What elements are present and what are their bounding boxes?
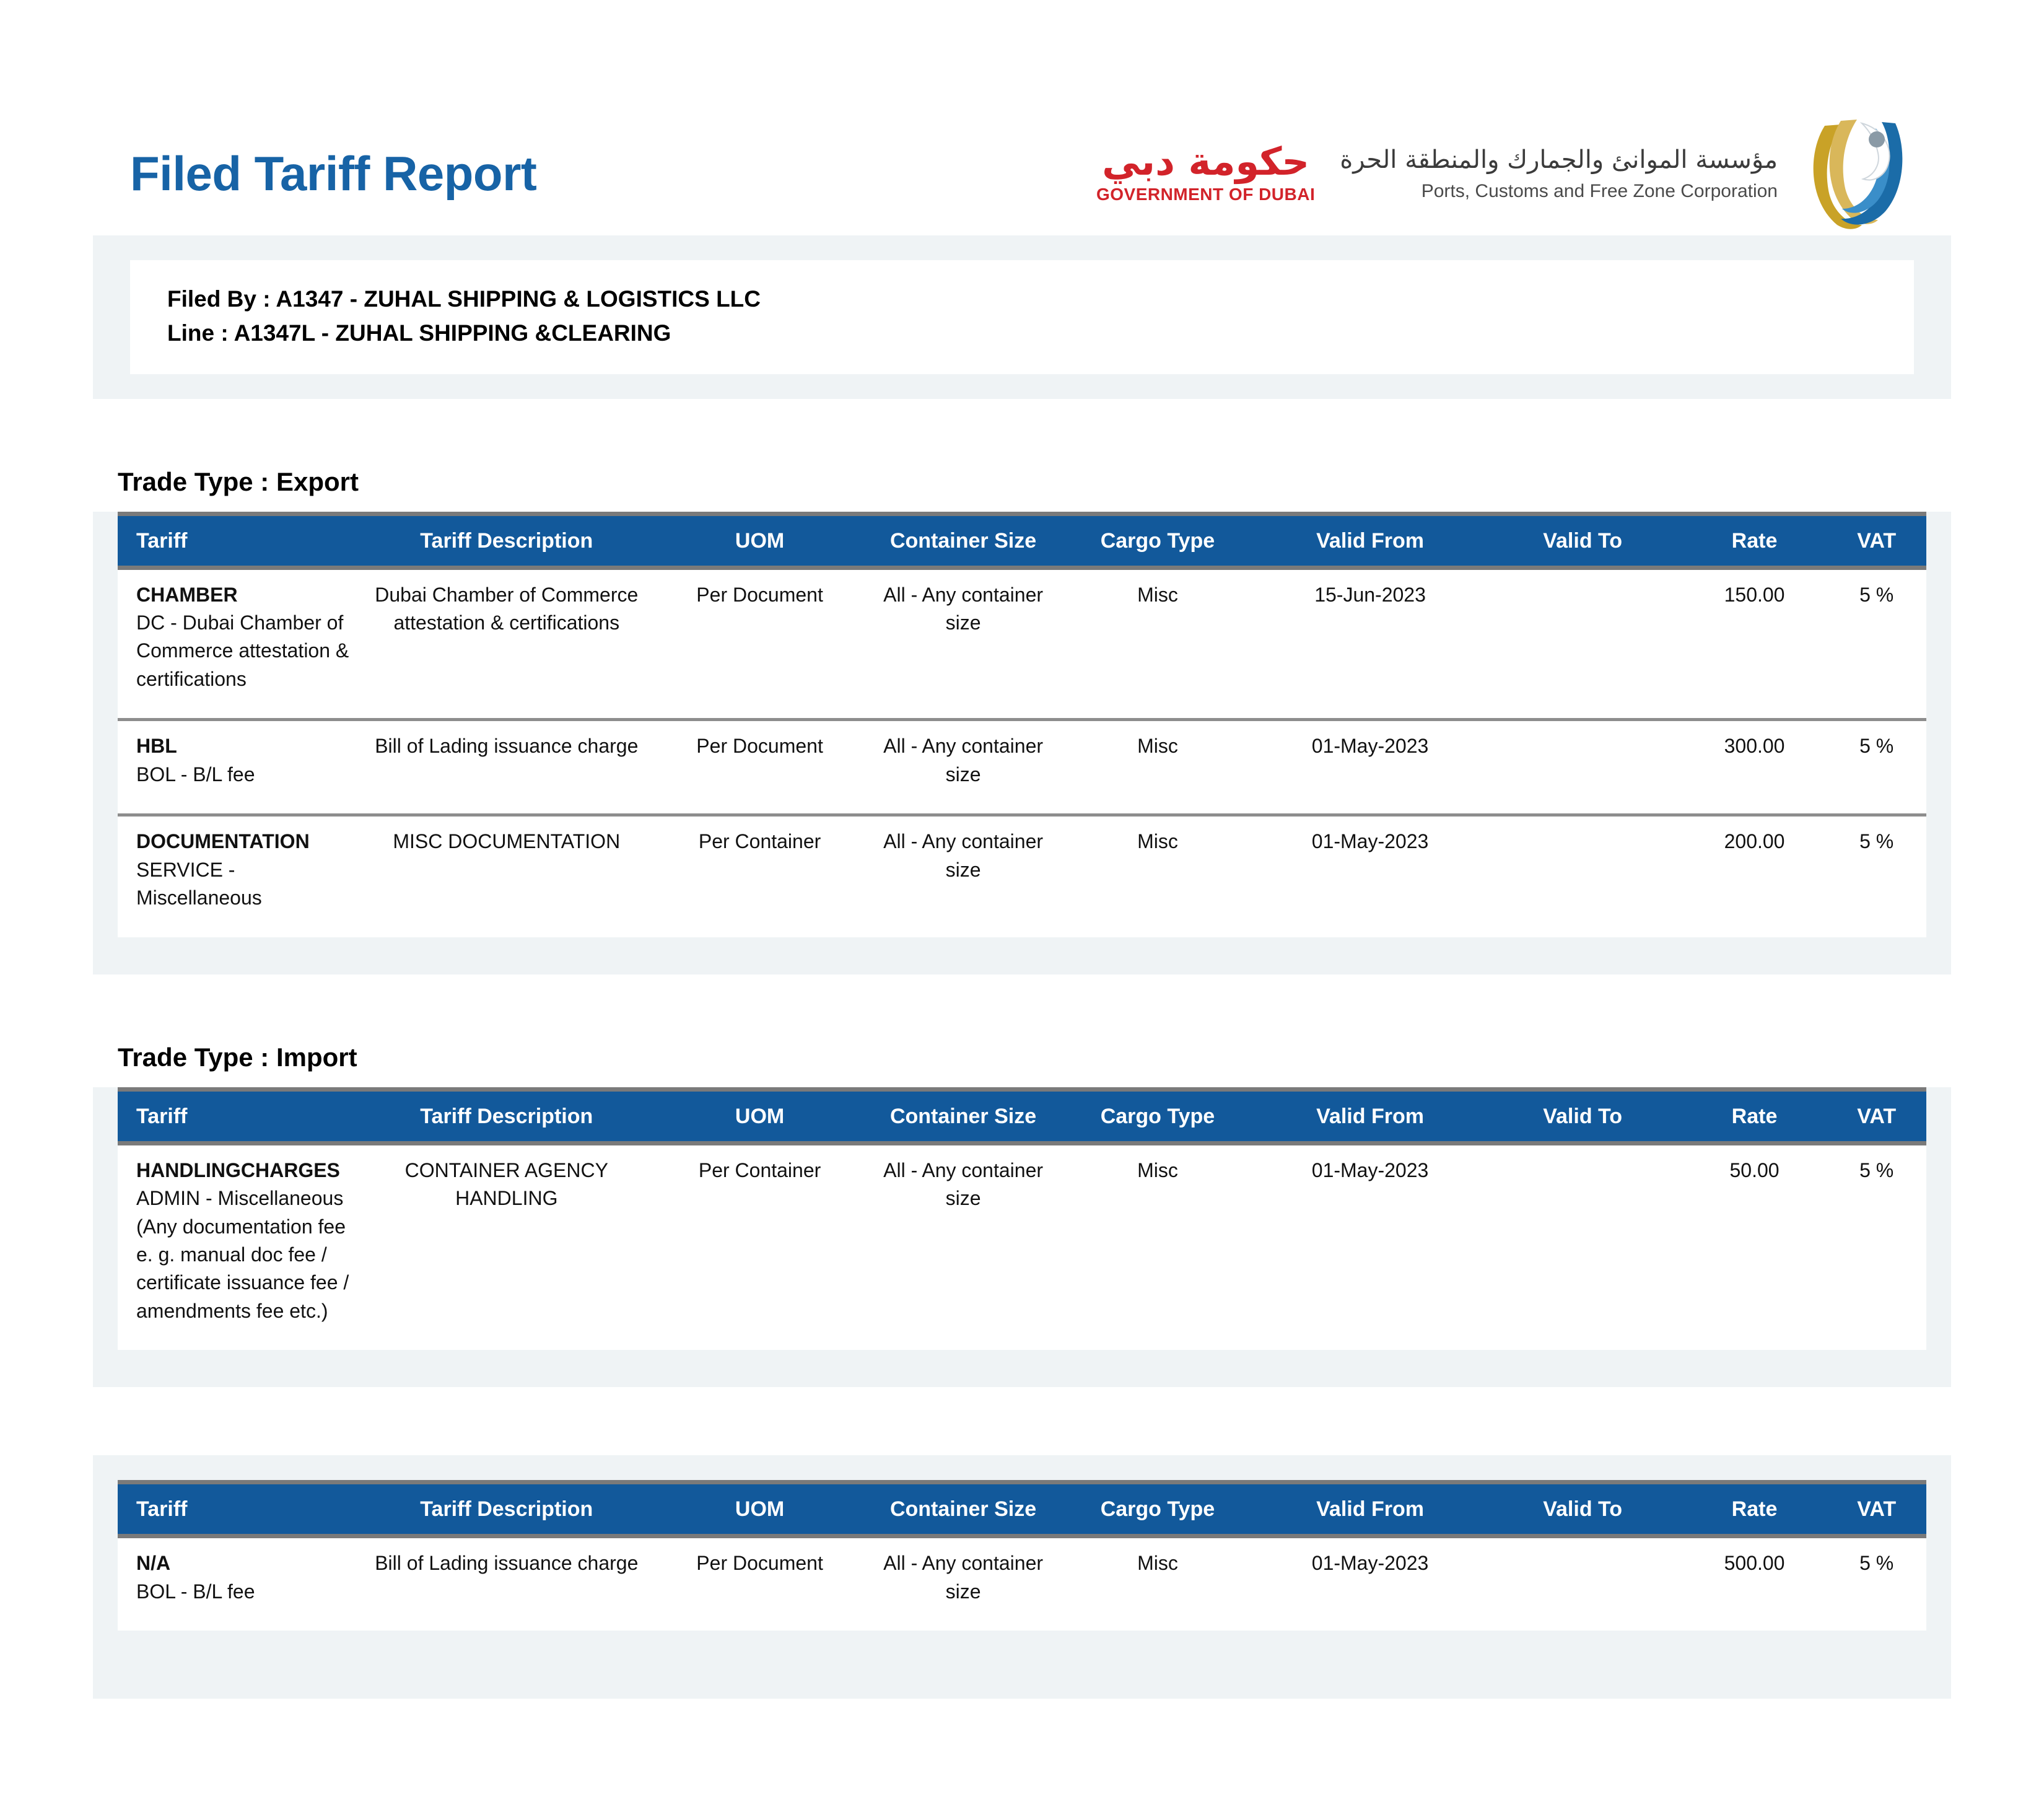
column-header-vat[interactable]: VAT <box>1827 1482 1926 1536</box>
cell-container-size: All - Any container size <box>868 567 1059 720</box>
pcfc-arabic-label: مؤسسة الموانئ والجمارك والمنطقة الحرة <box>1340 145 1778 174</box>
column-header-tariff-description[interactable]: Tariff Description <box>362 1089 651 1143</box>
cell-description: Bill of Lading issuance charge <box>362 720 651 815</box>
pcfc-wordmark <box>1340 146 1778 201</box>
logo-cluster <box>1096 115 1914 232</box>
cell-valid-from: 01-May-2023 <box>1311 830 1429 853</box>
cell-cargo-type: Misc <box>1058 567 1257 720</box>
cell-container-size: All - Any container size <box>868 720 1059 815</box>
trade-section-additional <box>0 1455 2044 1699</box>
tariff-code: DOCUMENTATION <box>136 830 310 853</box>
cell-cargo-type: Misc <box>1058 720 1257 815</box>
cell-valid-from: 15-Jun-2023 <box>1257 567 1483 720</box>
import-table-panel <box>93 1087 1951 1388</box>
column-header-tariff[interactable]: Tariff <box>118 514 362 567</box>
filed-by-line: Filed By : A1347 - ZUHAL SHIPPING & LOGISTICS LLC <box>167 286 761 312</box>
document-header <box>0 0 2044 235</box>
trade-section-import <box>0 1043 2044 1388</box>
cell-valid-to <box>1483 720 1682 815</box>
table-row[interactable] <box>118 720 1926 815</box>
table-row[interactable] <box>118 815 1926 937</box>
panel-bottom-pad <box>93 937 1951 974</box>
cell-vat: 5 % <box>1859 830 1894 853</box>
cell-description: Bill of Lading issuance charge <box>375 1552 639 1575</box>
cell-vat: 5 % <box>1827 720 1926 815</box>
tariff-subtitle: ADMIN - Miscellaneous (Any documentation fee e. g. manual doc fee / certificate issuance fee / amendments fee etc.) <box>136 1187 349 1322</box>
cell-valid-to <box>1483 567 1682 720</box>
spacer-after-export <box>0 974 2044 1043</box>
panel-bottom-pad <box>93 1350 1951 1387</box>
cell-valid-to <box>1483 815 1682 937</box>
trade-section-export <box>0 467 2044 974</box>
government-of-dubai-arabic-calligraphy: حكومة دبي <box>1102 139 1310 184</box>
cell-uom: Per Container <box>698 830 821 853</box>
cell-description: Dubai Chamber of Commerce attestation & certifications <box>362 567 651 720</box>
cell-valid-to <box>1483 1536 1682 1631</box>
spacer-after-filed-by <box>0 399 2044 467</box>
trade-type-heading-export: Trade Type : Export <box>118 466 359 496</box>
cell-rate: 500.00 <box>1724 1552 1785 1575</box>
page-title: Filed Tariff Report <box>130 146 537 201</box>
cell-rate: 150.00 <box>1682 567 1827 720</box>
cell-cargo-type: Misc <box>1137 1158 1178 1181</box>
column-header-valid-to[interactable]: Valid To <box>1483 514 1682 567</box>
additional-table-panel <box>93 1455 1951 1699</box>
column-header-valid-to[interactable]: Valid To <box>1483 1089 1682 1143</box>
cell-cargo-type: Misc <box>1137 830 1178 853</box>
column-header-tariff[interactable]: Tariff <box>118 1482 362 1536</box>
table-row[interactable] <box>118 1143 1926 1350</box>
column-header-valid-from[interactable]: Valid From <box>1257 1089 1483 1143</box>
cell-tariff <box>118 720 362 815</box>
column-header-tariff-description[interactable]: Tariff Description <box>362 514 651 567</box>
tariff-table-export <box>118 512 1926 937</box>
cell-vat: 5 % <box>1859 1552 1894 1575</box>
cell-container-size: All - Any container size <box>883 830 1044 881</box>
column-header-rate[interactable]: Rate <box>1682 1089 1827 1143</box>
panel-bottom-pad <box>93 1631 1951 1699</box>
column-header-cargo-type[interactable]: Cargo Type <box>1058 514 1257 567</box>
cell-valid-to <box>1483 1143 1682 1350</box>
cell-vat: 5 % <box>1827 567 1926 720</box>
column-header-container-size[interactable]: Container Size <box>868 1089 1059 1143</box>
cell-valid-from: 01-May-2023 <box>1311 1552 1429 1575</box>
cell-description: MISC DOCUMENTATION <box>393 830 621 853</box>
spacer-after-import <box>0 1387 2044 1455</box>
column-header-rate[interactable]: Rate <box>1682 1482 1827 1536</box>
cell-cargo-type: Misc <box>1137 1552 1178 1575</box>
cell-tariff <box>118 567 362 720</box>
column-header-cargo-type[interactable]: Cargo Type <box>1058 1482 1257 1536</box>
column-header-uom[interactable]: UOM <box>651 1482 868 1536</box>
cell-tariff <box>118 1143 362 1350</box>
column-header-container-size[interactable]: Container Size <box>868 514 1059 567</box>
tariff-subtitle: DC - Dubai Chamber of Commerce attestation & certifications <box>136 611 349 690</box>
cell-uom: Per Document <box>651 720 868 815</box>
cell-description: CONTAINER AGENCY HANDLING <box>404 1158 608 1210</box>
filed-by-card <box>130 260 1914 374</box>
column-header-vat[interactable]: VAT <box>1827 1089 1926 1143</box>
cell-rate: 300.00 <box>1682 720 1827 815</box>
column-header-cargo-type[interactable]: Cargo Type <box>1058 1089 1257 1143</box>
cell-uom: Per Container <box>698 1158 821 1181</box>
government-of-dubai-label: GOVERNMENT OF DUBAI <box>1096 185 1316 204</box>
tariff-table-additional <box>118 1480 1926 1631</box>
cell-uom: Per Document <box>651 567 868 720</box>
cell-container-size: All - Any container size <box>883 1552 1044 1603</box>
cell-vat: 5 % <box>1859 1158 1894 1181</box>
column-header-valid-to[interactable]: Valid To <box>1483 1482 1682 1536</box>
cell-valid-from: 01-May-2023 <box>1257 720 1483 815</box>
tariff-code: CHAMBER <box>136 583 238 606</box>
table-header-row <box>118 514 1926 567</box>
cell-rate: 200.00 <box>1724 830 1785 853</box>
column-header-tariff[interactable]: Tariff <box>118 1089 362 1143</box>
table-header-row <box>118 1482 1926 1536</box>
tariff-code: HBL <box>136 735 177 758</box>
tariff-code: HANDLINGCHARGES <box>136 1158 340 1181</box>
pcfc-english-label: Ports, Customs and Free Zone Corporation <box>1421 180 1778 201</box>
column-header-valid-from[interactable]: Valid From <box>1257 1482 1483 1536</box>
column-header-uom[interactable]: UOM <box>651 514 868 567</box>
column-header-rate[interactable]: Rate <box>1682 514 1827 567</box>
column-header-uom[interactable]: UOM <box>651 1089 868 1143</box>
cell-rate: 50.00 <box>1729 1158 1780 1181</box>
tariff-table-import <box>118 1087 1926 1351</box>
cell-tariff <box>118 815 362 937</box>
column-header-container-size[interactable]: Container Size <box>868 1482 1059 1536</box>
table-row[interactable] <box>118 567 1926 720</box>
table-header-row <box>118 1089 1926 1143</box>
column-header-vat[interactable]: VAT <box>1827 514 1926 567</box>
government-of-dubai-logo <box>1096 139 1316 204</box>
column-header-valid-from[interactable]: Valid From <box>1257 514 1483 567</box>
cell-tariff <box>118 1536 362 1631</box>
line-operator-line: Line : A1347L - ZUHAL SHIPPING &CLEARING <box>167 320 671 346</box>
pcfc-globe-icon <box>1802 115 1908 232</box>
trade-type-heading-import: Trade Type : Import <box>118 1042 357 1072</box>
tariff-subtitle: BOL - B/L fee <box>136 763 255 786</box>
tariff-subtitle: SERVICE - Miscellaneous <box>136 858 262 909</box>
cell-container-size: All - Any container size <box>883 1158 1044 1210</box>
tariff-code: N/A <box>136 1552 171 1575</box>
column-header-tariff-description[interactable]: Tariff Description <box>362 1482 651 1536</box>
tariff-subtitle: BOL - B/L fee <box>136 1580 255 1603</box>
cell-uom: Per Document <box>696 1552 823 1575</box>
filed-by-panel <box>93 235 1951 399</box>
export-table-panel <box>93 512 1951 974</box>
table-row[interactable] <box>118 1536 1926 1631</box>
cell-valid-from: 01-May-2023 <box>1311 1158 1429 1181</box>
